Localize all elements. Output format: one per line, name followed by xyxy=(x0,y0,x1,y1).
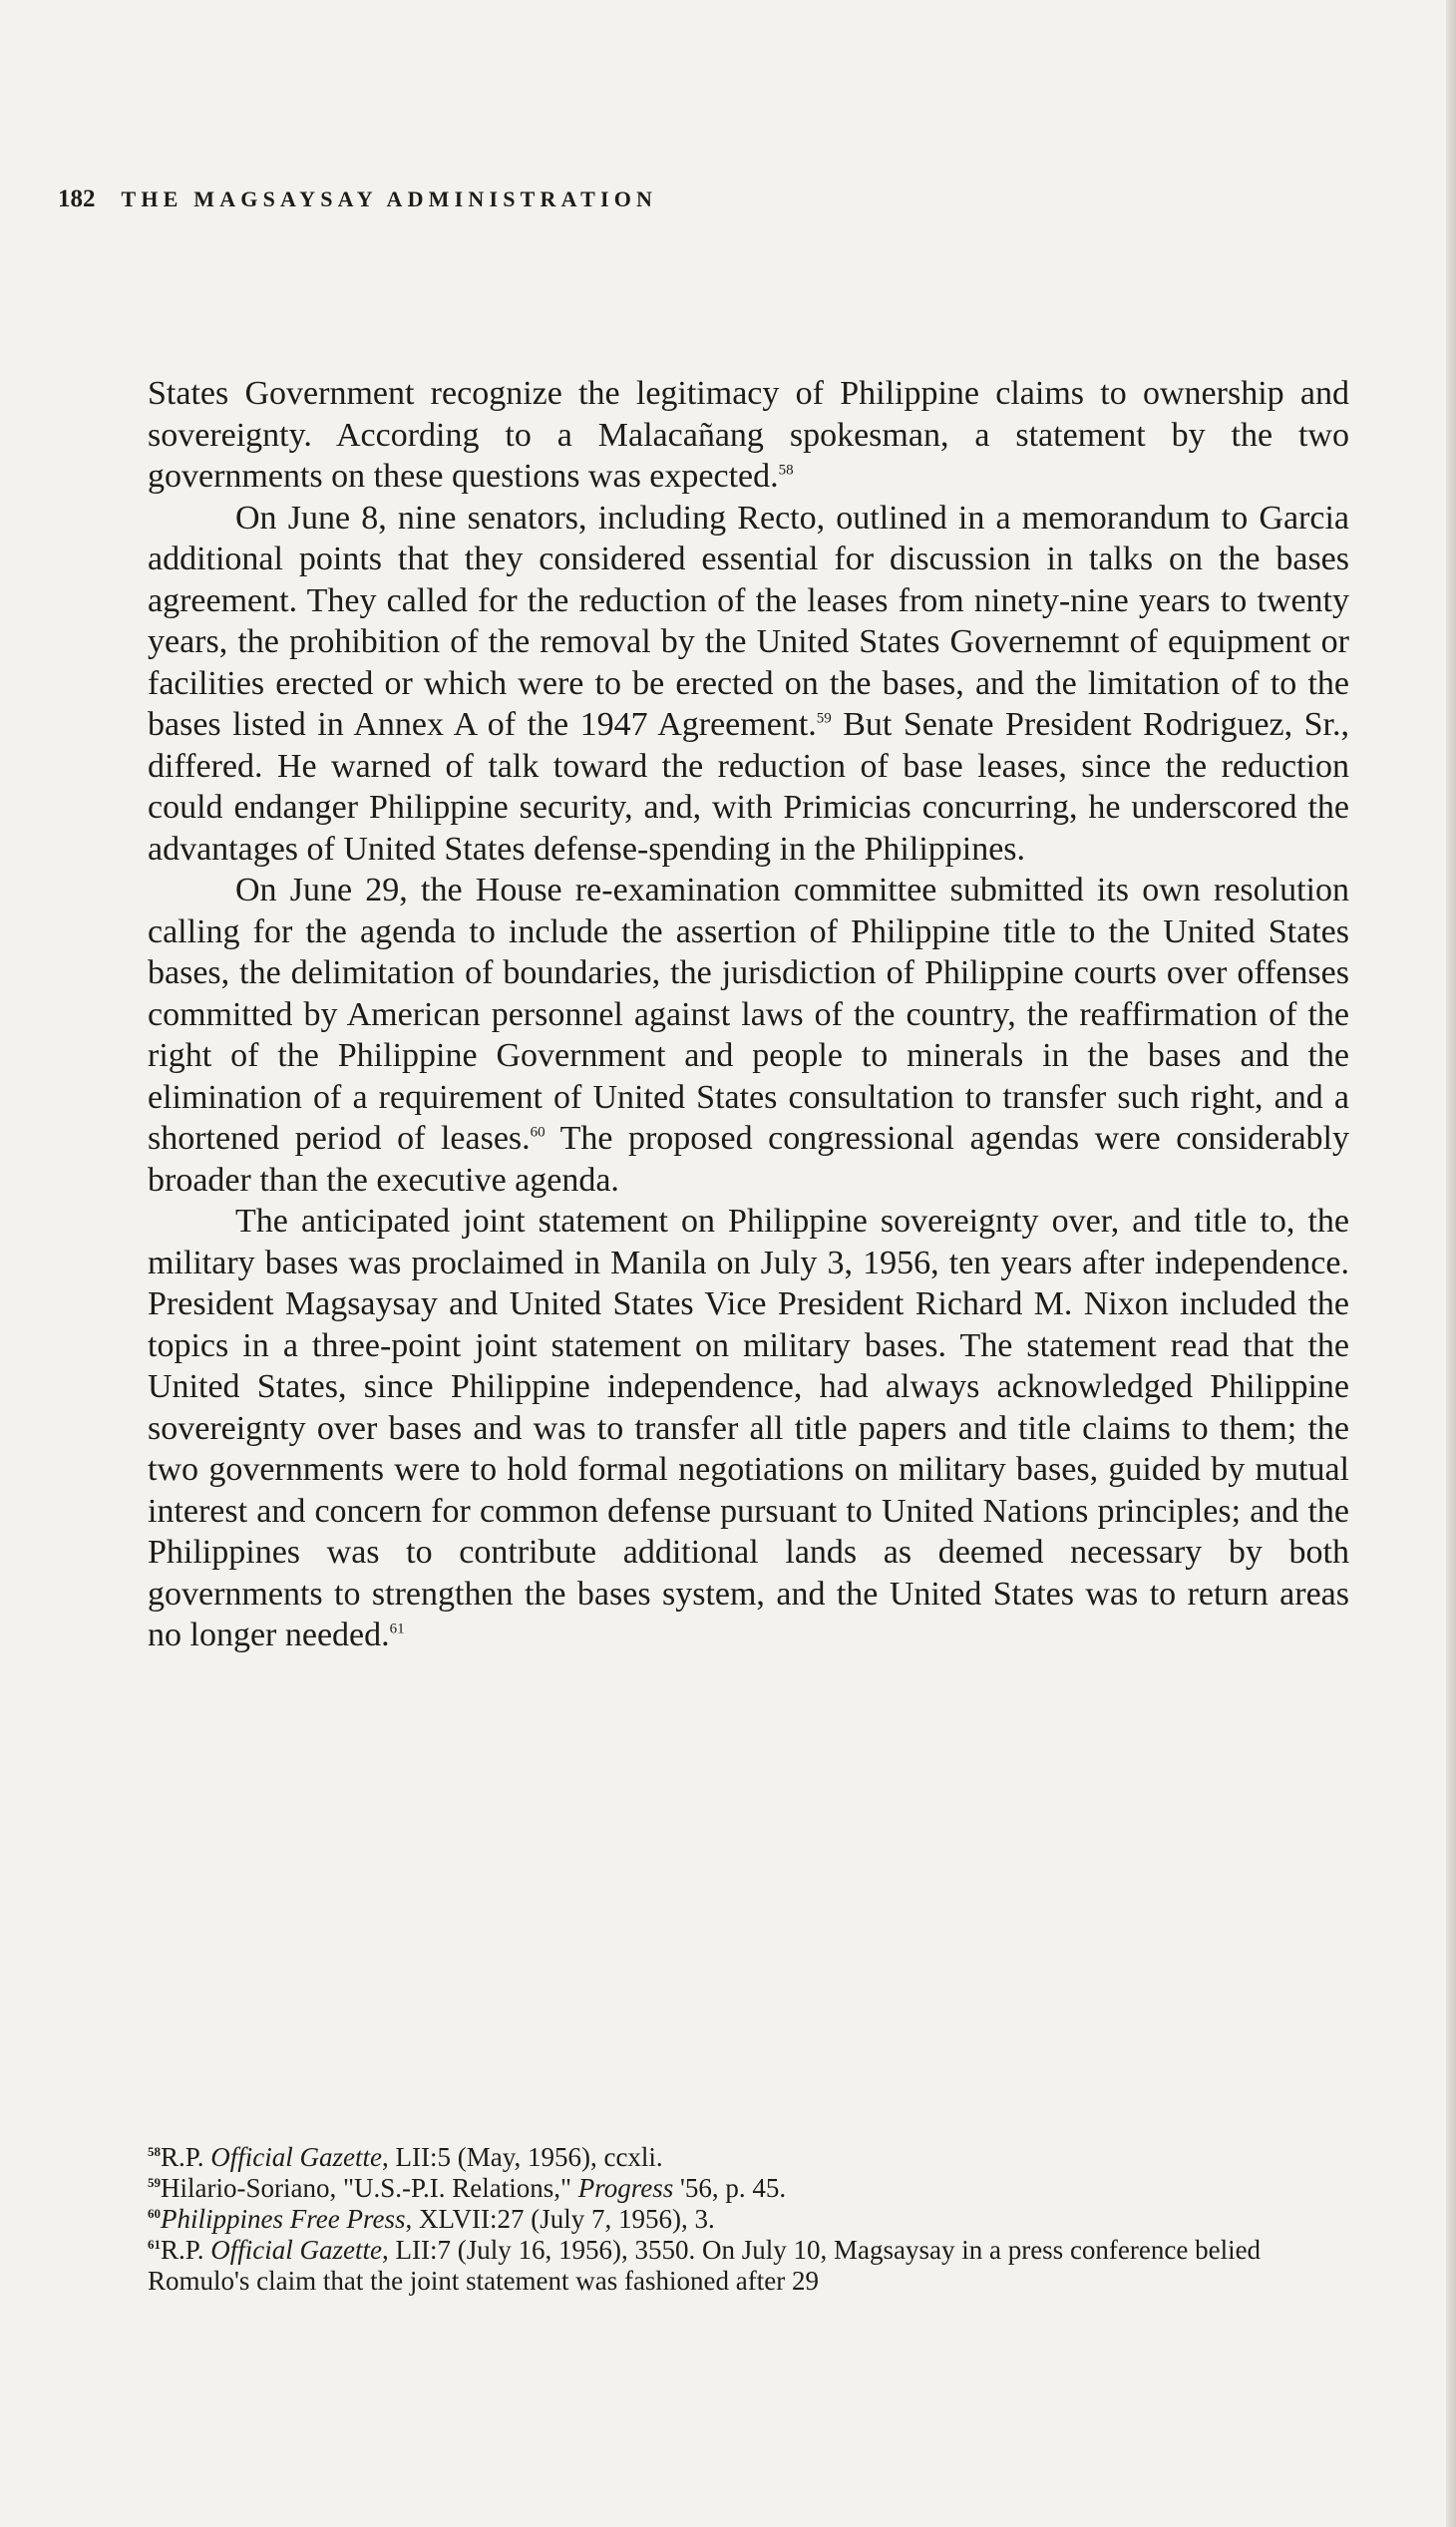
footnote-text: , LII:5 (May, 1956), ccxli. xyxy=(382,2142,663,2172)
footnote-text: , XLVII:27 (July 7, 1956), 3. xyxy=(405,2204,715,2234)
paragraph-text: The proposed congressional agendas were considerably broader than the executive agenda. xyxy=(148,1120,1349,1199)
footnote-source-title: Progress xyxy=(577,2173,674,2203)
footnote-text: '56, p. 45. xyxy=(673,2173,787,2203)
paragraph-4 xyxy=(148,1201,1349,1656)
paragraph-text: The anticipated joint statement on Philippine sovereignty over, and title to, the military bases was proclaimed in Manila on July 3, 1956, ten years after independence. President Magsaysay and United States Vice President Richard M. Nixon included the topics in a three-point joint statement on military bases. The statement read that the United States, since Philippine independence, had always acknowledged Philippine sovereignty over bases and was to transfer all title papers and title claims to them; the two governments were to hold formal negotiations on military bases, guided by mutual interest and concern for common defense pursuant to United Nations principles; and the Philippines was to contribute additional lands as deemed necessary by both governments to strengthen the bases system, and the United States was to return areas no longer needed. xyxy=(148,1203,1349,1653)
running-head xyxy=(58,185,657,213)
footnote-source-title: Official Gazette xyxy=(210,2235,383,2265)
footnote-text: R.P. xyxy=(161,2142,211,2172)
note-ref: 58 xyxy=(778,462,794,479)
paragraph-text: But Senate President Rodriguez, Sr., differed. He warned of talk toward the reduction of base leases, since the reduction could endanger Philippine security, and, with Primicias concurring, he underscored the advantages of United States defense-spending in the Philippines. xyxy=(148,706,1349,868)
page-number: 182 xyxy=(58,185,96,212)
footnote-number: 61 xyxy=(148,2237,161,2252)
note-ref: 60 xyxy=(530,1124,546,1141)
footnote-text: , LII:7 (July 16, 1956), 3550. On July 10, Magsaysay in a press conference belied Romulo's claim that the joint statement was fashioned after 29 xyxy=(148,2235,1262,2296)
running-title: THE MAGSAYSAY ADMINISTRATION xyxy=(121,186,658,211)
footnotes xyxy=(148,2142,1349,2297)
paragraph-2 xyxy=(148,498,1349,871)
footnote-58 xyxy=(148,2142,1349,2173)
footnote-source-title: Official Gazette xyxy=(210,2142,383,2172)
footnote-61 xyxy=(148,2235,1349,2297)
footnote-60 xyxy=(148,2204,1349,2235)
footnote-text: R.P. xyxy=(161,2235,211,2265)
footnote-text: Hilario-Soriano, "U.S.-P.I. Relations," xyxy=(161,2173,578,2203)
paragraph-text: States Government recognize the legitimacy of Philippine claims to ownership and sovereignty. According to a Malacañang spokesman, a statement by the two governments on these questions was expected. xyxy=(148,375,1349,495)
footnote-59 xyxy=(148,2173,1349,2204)
footnote-number: 59 xyxy=(148,2175,161,2190)
note-ref: 59 xyxy=(816,710,832,727)
note-ref: 61 xyxy=(389,1621,405,1637)
paragraph-text: On June 8, nine senators, including Recto, outlined in a memorandum to Garcia additional points that they considered essential for discussion in talks on the bases agreement. They called for the reduction of the leases from ninety-nine years to twenty years, the prohibition of the removal by the United States Governemnt of equipment or facilities erected or which were to be erected on the bases, and the limitation of to the bases listed in Annex A of the 1947 Agreement. xyxy=(148,499,1349,743)
body-text xyxy=(148,373,1349,1656)
footnote-number: 58 xyxy=(148,2144,161,2159)
paragraph-text: On June 29, the House re-examination committee submitted its own resolution calling for the agenda to include the assertion of Philippine title to the United States bases, the delimitation of boundaries, the jurisdiction of Philippine courts over offenses committed by American personnel against laws of the country, the reaffirmation of the right of the Philippine Government and people to minerals in the bases and the elimination of a requirement of United States consultation to transfer such right, and a shortened period of leases. xyxy=(148,872,1349,1157)
footnote-source-title: Philippines Free Press xyxy=(161,2204,406,2234)
footnote-number: 60 xyxy=(148,2206,161,2221)
paragraph-1 xyxy=(148,373,1349,498)
paragraph-3 xyxy=(148,870,1349,1201)
page-edge xyxy=(1446,0,1456,2527)
